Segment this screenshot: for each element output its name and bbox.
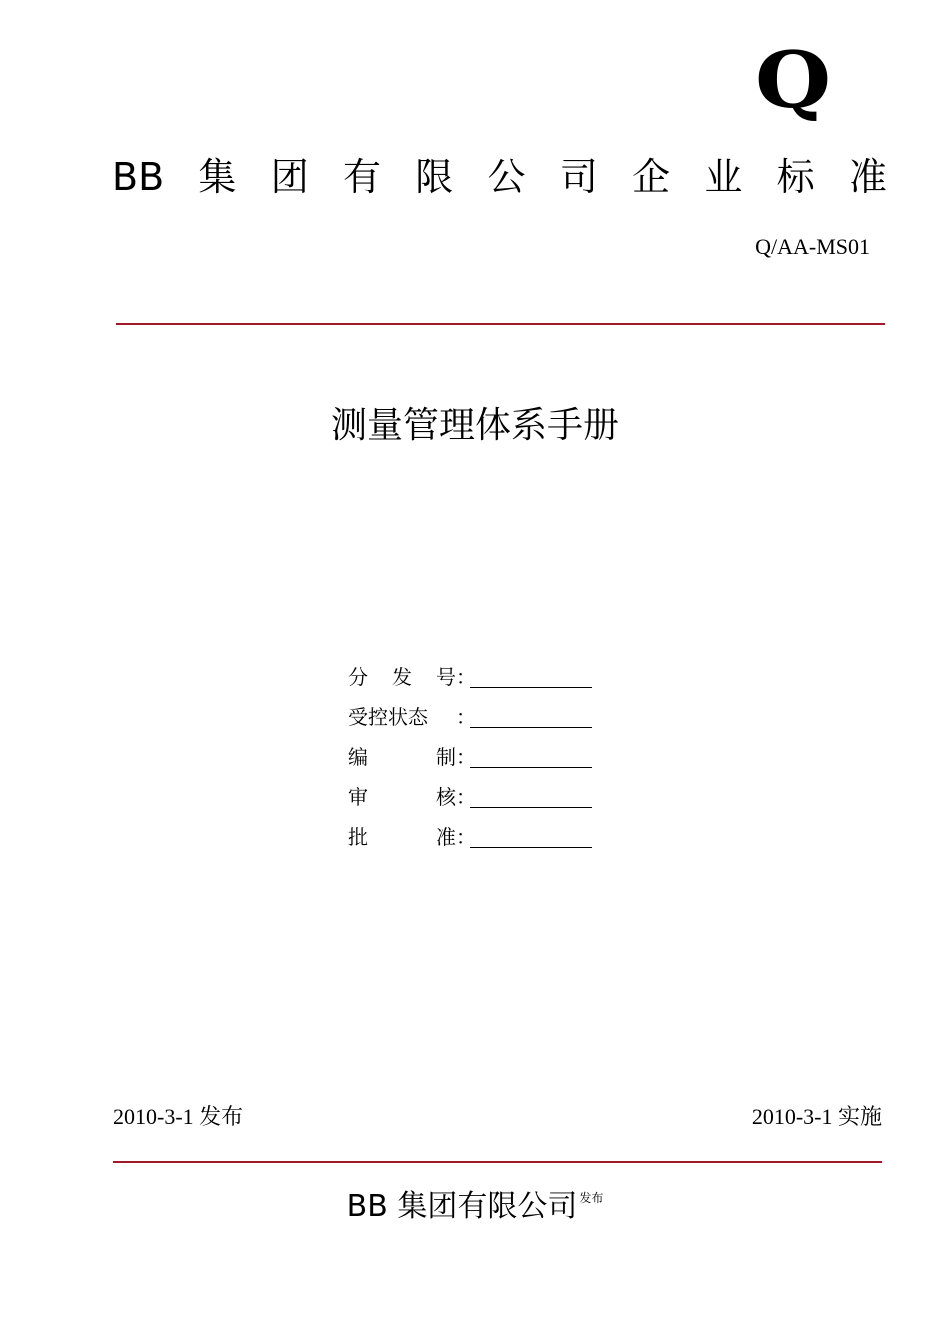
control-form	[348, 650, 592, 850]
label-char: 号	[436, 665, 456, 689]
form-label	[348, 661, 456, 690]
form-colon: ：	[456, 745, 476, 769]
implementation-date: 2010-3-1 实施	[751, 1104, 882, 1129]
title-char: 有	[342, 155, 381, 199]
title-char: 准	[848, 155, 887, 199]
form-row-distribution-number	[348, 650, 592, 690]
title-char: 限	[415, 155, 454, 199]
label-char: 分	[348, 665, 368, 689]
control-status-field[interactable]	[470, 705, 592, 728]
label-char: 核	[436, 785, 456, 809]
form-colon: ：	[456, 785, 476, 809]
publisher-suffix: 发布	[579, 1191, 604, 1205]
reviewed-by-field[interactable]	[470, 785, 592, 808]
compiled-by-field[interactable]	[470, 745, 592, 768]
form-row-control-status	[348, 690, 592, 730]
label-char: 制	[436, 745, 456, 769]
document-title: 测量管理体系手册	[330, 405, 619, 446]
form-colon: ：	[456, 705, 476, 729]
label-char: 受控状态	[348, 705, 428, 729]
header-divider	[116, 323, 885, 325]
standard-number: Q/AA-MS01	[755, 234, 870, 259]
title-char: 业	[704, 155, 743, 199]
form-colon: ：	[456, 825, 476, 849]
form-row-compiled-by	[348, 730, 592, 770]
issue-date: 2010-3-1 发布	[113, 1104, 244, 1129]
title-char: 集	[198, 155, 237, 199]
form-label	[348, 821, 456, 850]
title-char: 公	[487, 155, 526, 199]
label-char: 发	[392, 665, 412, 689]
enterprise-standard-title	[112, 152, 887, 202]
form-label	[348, 741, 456, 770]
approved-by-field[interactable]	[470, 825, 592, 848]
title-char: 标	[776, 155, 815, 199]
form-label	[348, 701, 456, 730]
title-char: 企	[632, 155, 671, 199]
label-char: 编	[348, 745, 368, 769]
publisher-name: BB 集团有限公司	[346, 1189, 578, 1224]
title-char: 团	[270, 155, 309, 199]
label-char: 审	[348, 785, 368, 809]
label-char: 批	[348, 825, 368, 849]
publisher-line	[0, 1176, 950, 1229]
distribution-number-field[interactable]	[470, 665, 592, 688]
title-char: BB	[112, 155, 165, 199]
form-colon: ：	[456, 665, 476, 689]
title-char: 司	[559, 155, 598, 199]
label-char: 准	[436, 825, 456, 849]
footer-divider	[113, 1161, 882, 1163]
standard-mark: Q	[755, 35, 832, 126]
form-row-approved-by	[348, 810, 592, 850]
form-row-reviewed-by	[348, 770, 592, 810]
form-label	[348, 781, 456, 810]
